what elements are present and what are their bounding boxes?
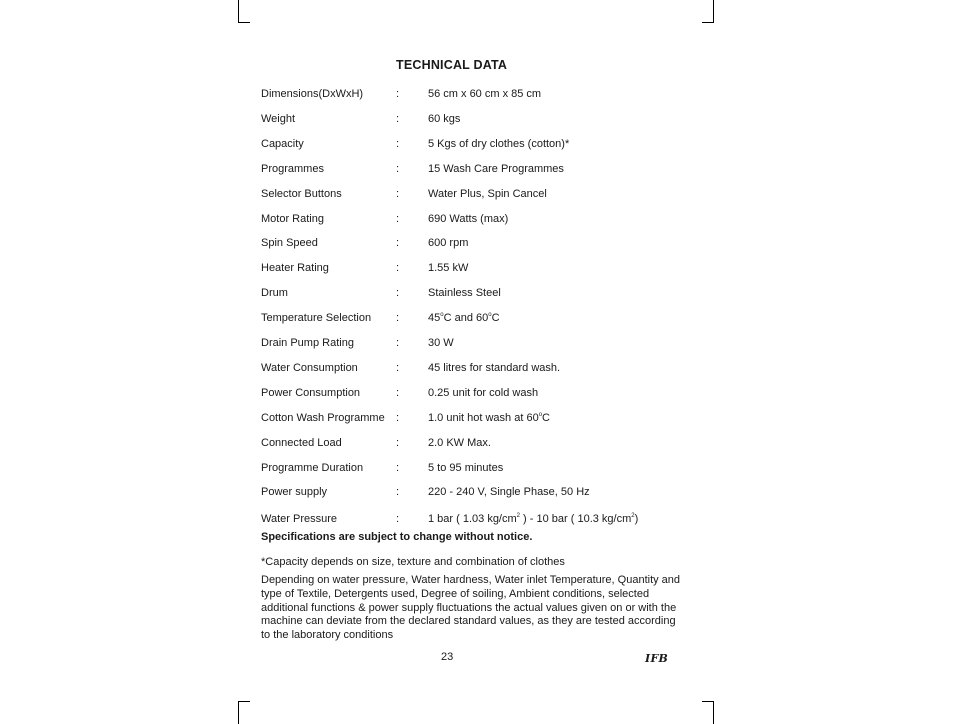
spec-row — [261, 262, 681, 278]
spec-label: Selector Buttons — [261, 188, 342, 200]
page-number: 23 — [441, 651, 454, 663]
spec-label: Motor Rating — [261, 213, 324, 225]
spec-value: Stainless Steel — [428, 287, 501, 299]
spec-row — [261, 287, 681, 303]
spec-label: Power supply — [261, 486, 328, 498]
spec-value: 0.25 unit for cold wash — [428, 387, 539, 399]
disclaimer-paragraph: Depending on water pressure, Water hardness, Water inlet Temperature, Quantity and type of Textile, Detergents used, Degree of soiling, Ambient conditions, selected additional functions & power supply fluctuations the actual values given on or with the machine can deviate from the declared standard values, as they are tested according to the laboratory conditions — [261, 574, 681, 642]
spec-value-superscript: o — [488, 312, 492, 318]
spec-separator: : — [396, 188, 400, 200]
spec-separator: : — [396, 88, 400, 100]
spec-row — [261, 387, 681, 403]
spec-value-part: 1 bar ( 1.03 kg/cm — [428, 513, 517, 525]
crop-mark-bottom-left-horizontal — [238, 701, 250, 702]
spec-value: 5 Kgs of dry clothes (cotton)* — [428, 138, 570, 150]
spec-value — [428, 513, 638, 525]
spec-value: 600 rpm — [428, 237, 469, 249]
crop-mark-top-right-vertical — [713, 0, 714, 22]
spec-row — [261, 163, 681, 179]
spec-row — [261, 213, 681, 229]
spec-value: 15 Wash Care Programmes — [428, 163, 564, 175]
spec-label: Water Pressure — [261, 513, 338, 525]
spec-row — [261, 437, 681, 453]
spec-label: Drain Pump Rating — [261, 337, 354, 349]
spec-separator: : — [396, 337, 400, 349]
spec-value — [428, 312, 500, 324]
spec-value: 1.55 kW — [428, 262, 469, 274]
spec-separator: : — [396, 412, 400, 424]
spec-row — [261, 188, 681, 204]
spec-separator: : — [396, 462, 400, 474]
spec-separator: : — [396, 163, 400, 175]
spec-separator: : — [396, 138, 400, 150]
spec-separator: : — [396, 437, 400, 449]
spec-label: Water Consumption — [261, 362, 358, 374]
spec-value: 220 - 240 V, Single Phase, 50 Hz — [428, 486, 590, 498]
spec-value-superscript: o — [440, 312, 444, 318]
spec-separator: : — [396, 262, 400, 274]
capacity-note: *Capacity depends on size, texture and combination of clothes — [261, 556, 565, 568]
spec-value-part: ) - 10 bar ( 10.3 kg/cm — [520, 513, 632, 525]
spec-row — [261, 362, 681, 378]
spec-value-part: 45 — [428, 312, 441, 324]
spec-row — [261, 513, 681, 529]
page-title: TECHNICAL DATA — [396, 58, 508, 72]
spec-value-superscript: 2 — [631, 513, 635, 519]
spec-label: Programmes — [261, 163, 324, 175]
spec-separator: : — [396, 362, 400, 374]
spec-label: Temperature Selection — [261, 312, 372, 324]
crop-mark-top-right-horizontal — [702, 22, 714, 23]
spec-separator: : — [396, 287, 400, 299]
spec-value: 2.0 KW Max. — [428, 437, 491, 449]
crop-mark-top-left-vertical — [238, 0, 239, 22]
spec-value: 60 kgs — [428, 113, 461, 125]
spec-separator: : — [396, 113, 400, 125]
spec-label: Heater Rating — [261, 262, 329, 274]
spec-value-part: C — [491, 312, 500, 324]
spec-separator: : — [396, 513, 400, 525]
spec-row — [261, 486, 681, 502]
spec-label: Programme Duration — [261, 462, 364, 474]
spec-label: Spin Speed — [261, 237, 318, 249]
spec-value-part: ) — [634, 513, 639, 525]
spec-row — [261, 138, 681, 154]
spec-value: 56 cm x 60 cm x 85 cm — [428, 88, 542, 100]
spec-row — [261, 237, 681, 253]
spec-separator: : — [396, 387, 400, 399]
spec-label: Power Consumption — [261, 387, 361, 399]
spec-label: Capacity — [261, 138, 304, 150]
spec-value: 5 to 95 minutes — [428, 462, 504, 474]
spec-value: 690 Watts (max) — [428, 213, 509, 225]
spec-value — [428, 412, 550, 424]
brand-logo: IFB — [645, 652, 669, 665]
spec-value-superscript: 2 — [516, 513, 520, 519]
spec-value-part: C and 60 — [443, 312, 489, 324]
crop-mark-bottom-right-vertical — [713, 701, 714, 724]
crop-mark-bottom-right-horizontal — [702, 701, 714, 702]
spec-label: Drum — [261, 287, 288, 299]
spec-separator: : — [396, 213, 400, 225]
spec-label: Connected Load — [261, 437, 342, 449]
spec-row — [261, 337, 681, 353]
spec-row — [261, 113, 681, 129]
change-notice: Specifications are subject to change without notice. — [261, 531, 533, 543]
spec-row — [261, 88, 681, 104]
spec-label: Weight — [261, 113, 296, 125]
spec-value: 30 W — [428, 337, 454, 349]
crop-mark-bottom-left-vertical — [238, 701, 239, 724]
crop-mark-top-left-horizontal — [238, 22, 250, 23]
spec-separator: : — [396, 486, 400, 498]
spec-value-part: 1.0 unit hot wash at 60 — [428, 412, 539, 424]
spec-value-superscript: o — [538, 412, 543, 418]
spec-value: 45 litres for standard wash. — [428, 362, 561, 374]
spec-separator: : — [396, 237, 400, 249]
spec-label: Dimensions(DxWxH) — [261, 88, 364, 100]
spec-row — [261, 462, 681, 478]
spec-value-part: C — [542, 412, 550, 424]
spec-separator: : — [396, 312, 400, 324]
spec-value: Water Plus, Spin Cancel — [428, 188, 547, 200]
spec-row — [261, 412, 681, 428]
spec-row — [261, 312, 681, 328]
spec-label: Cotton Wash Programme — [261, 412, 385, 424]
